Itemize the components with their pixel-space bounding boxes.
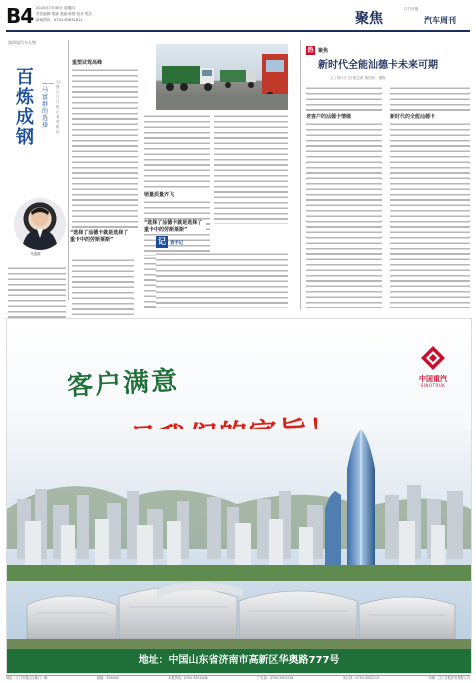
- right-title: 新时代全能汕德卡未来可期: [318, 60, 438, 71]
- page-footer: [6, 675, 470, 682]
- reporter-note-letter: 记: [158, 237, 166, 246]
- slogan-line-1: 客户满意: [66, 366, 180, 402]
- truck-fleet-illustration: [156, 44, 288, 110]
- footer-distribution: 发行部：0750-3502213: [342, 676, 380, 680]
- footer-postcode: 邮编：529000: [96, 676, 119, 680]
- feature-byline: 文/图 江门日报记者 蔡锐标: [56, 80, 61, 134]
- right-byline: 文 / 图 江门日报记者 杨国伟 · 摄影: [330, 76, 386, 80]
- column-2-text-a: [72, 68, 138, 228]
- right-col-b-2: [390, 122, 470, 308]
- paper-name: 江门日报: [404, 7, 419, 11]
- portrait-photo: [14, 198, 66, 250]
- reporter-note-text: [156, 252, 288, 308]
- section-title: 聚焦: [355, 11, 383, 27]
- sinotruk-advertisement: [6, 318, 472, 674]
- section-tag: 汽车周刊: [424, 16, 456, 25]
- right-pill-label: 聚焦: [318, 48, 329, 54]
- right-col-a-2: [306, 122, 382, 308]
- ad-address: 地址：中国山东省济南市高新区华奥路777号: [138, 655, 340, 666]
- right-pill: [306, 46, 315, 55]
- reporter-note-badge: [156, 236, 168, 248]
- right-pill-text: 热: [307, 47, 314, 54]
- left-divider: [68, 40, 69, 300]
- brand-logo: [411, 345, 455, 395]
- ad-address-bar: [7, 649, 471, 673]
- header-rule: [6, 30, 470, 32]
- truck-photo: [156, 44, 288, 110]
- column-head-1: 重塑试驾高峰: [72, 60, 103, 66]
- right-col-b-1: [390, 86, 470, 112]
- headquarters-cityscape: [7, 429, 471, 649]
- column-head-2: 销量质量齐飞: [144, 192, 175, 198]
- left-quote: “选择了汕德卡就是选择了重卡中的劳斯莱斯”: [70, 230, 129, 243]
- footer-hotline: 本报热线：0750-3502208: [168, 676, 208, 680]
- feature-kicker: 第四届汽车人物: [8, 40, 36, 45]
- column-3-text-a: [144, 114, 210, 188]
- feature-title: 百炼成钢: [16, 67, 34, 148]
- brand-name: 中国重汽: [419, 375, 447, 383]
- footer-printer: 印刷：江门日报印务有限公司: [428, 676, 470, 680]
- right-head-a: 老客户的汕德卡情缘: [306, 114, 352, 120]
- middle-quote: “选择了汕德卡就是选择了重卡中的劳斯莱斯”: [144, 220, 206, 233]
- brand-name-en: SINOTRUK: [420, 383, 446, 388]
- person-silhouette-icon: [14, 198, 66, 250]
- page-number: B4: [6, 4, 34, 28]
- right-head-b: 新时代的全能汕德卡: [390, 114, 436, 120]
- portrait-caption: 马富群: [30, 252, 41, 256]
- date-line: 2020年7月30日 星期四: [36, 6, 75, 10]
- footer-address: 地址：江门市蓬江区港口一路: [6, 676, 48, 680]
- editor-line: 责任编辑 胡斌 美编 杨国 校对 侯洁: [36, 12, 93, 16]
- hotline: 新闻热线：0750-83632611: [36, 18, 83, 22]
- center-divider: [300, 40, 301, 310]
- column-4-text: [214, 114, 288, 224]
- reporter-note-label: 者手记: [170, 241, 184, 246]
- feature-subtitle: ——马富群的选择: [42, 80, 54, 129]
- sinotruk-emblem-icon: [420, 345, 446, 371]
- right-col-a-1: [306, 86, 382, 112]
- left-feature: [8, 40, 68, 300]
- footer-ad-dept: 广告部：0750-3502216: [257, 676, 294, 680]
- page-header: [6, 6, 470, 28]
